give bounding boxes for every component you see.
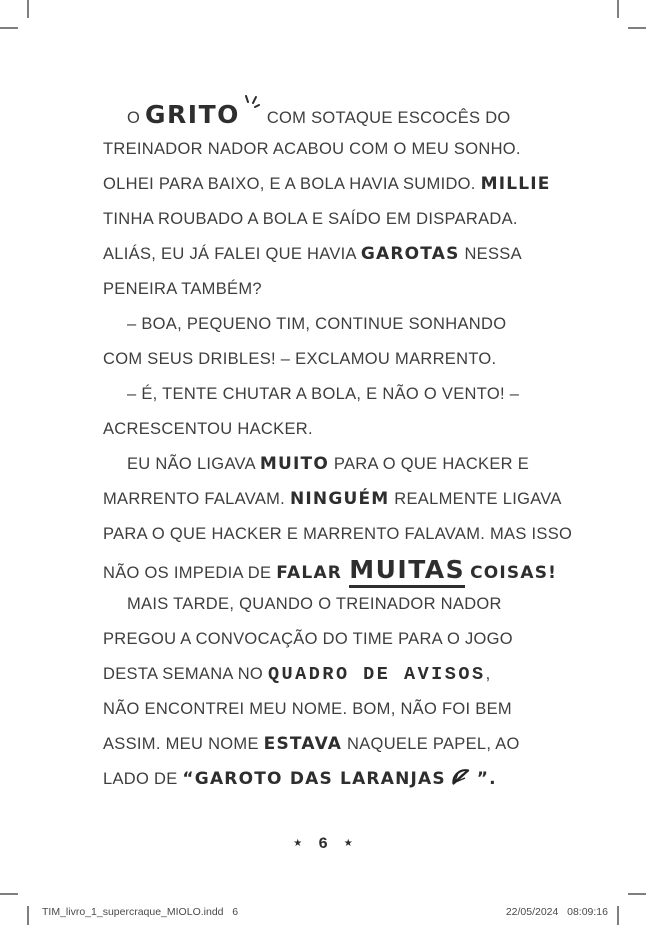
star-icon: ★ bbox=[293, 838, 303, 849]
text-segment: OLHEI PARA BAIXO, E A BOLA HAVIA SUMIDO. bbox=[103, 175, 481, 193]
text-segment: NESSA bbox=[459, 245, 522, 263]
text-line bbox=[103, 482, 563, 517]
page-number: 6 bbox=[318, 835, 328, 853]
text-segment: PARA O QUE HACKER E MARRENTO FALAVAM. MAS ISSO bbox=[103, 525, 573, 543]
text-segment: ALIÁS, EU JÁ FALEI QUE HAVIA bbox=[103, 245, 361, 263]
emphasis-typewriter-quadro-de-avisos: QUADRO DE AVISOS bbox=[267, 664, 486, 685]
text-line bbox=[103, 132, 563, 167]
text-line bbox=[103, 97, 563, 132]
text-segment: ”. bbox=[476, 769, 497, 789]
emphasis-word-millie: MILLIE bbox=[480, 174, 551, 194]
emphasis-word-grito: GRITO bbox=[145, 100, 240, 129]
text-line bbox=[103, 692, 563, 727]
emphasis-word-garotas: GAROTAS bbox=[360, 244, 460, 264]
text-segment: – BOA, PEQUENO TIM, CONTINUE SONHANDO bbox=[127, 315, 507, 333]
emphasis-word-falar: FALAR bbox=[276, 563, 350, 583]
page-body bbox=[103, 97, 573, 797]
text-line bbox=[103, 587, 563, 622]
text-line bbox=[103, 342, 563, 377]
text-segment: O bbox=[127, 109, 146, 127]
text-segment: EU NÃO LIGAVA bbox=[127, 455, 260, 473]
text-segment: LADO DE bbox=[103, 770, 183, 788]
text-segment: REALMENTE LIGAVA bbox=[389, 490, 562, 508]
text-line bbox=[103, 517, 573, 552]
text-segment: PREGOU A CONVOCAÇÃO DO TIME PARA O JOGO bbox=[103, 630, 513, 648]
text-segment: COM SEUS DRIBLES! – EXCLAMOU MARRENTO. bbox=[103, 350, 497, 368]
text-line bbox=[103, 202, 563, 237]
crop-mark-bottom-right-vertical bbox=[617, 906, 619, 925]
emphasis-word-muito: MUITO bbox=[259, 454, 329, 474]
emphasis-word-ninguem: NINGUÉM bbox=[289, 489, 390, 509]
text-segment: – É, TENTE CHUTAR A BOLA, E NÃO O VENTO! – bbox=[127, 385, 520, 403]
crop-mark-top-right-horizontal bbox=[628, 27, 646, 29]
text-segment: NÃO ENCONTREI MEU NOME. BOM, NÃO FOI BEM bbox=[103, 700, 512, 718]
emphasis-phrase-garoto-das-laranjas: “GAROTO DAS LARANJAS bbox=[182, 769, 446, 789]
emphasis-word-coisas: COISAS! bbox=[470, 563, 558, 583]
crop-mark-bottom-right-horizontal bbox=[628, 893, 646, 895]
star-icon: ★ bbox=[343, 838, 353, 849]
text-line bbox=[103, 237, 563, 272]
shout-lines-icon bbox=[245, 91, 260, 126]
text-line bbox=[103, 307, 563, 342]
text-segment: NÃO OS IMPEDIA DE bbox=[103, 564, 277, 582]
text-line bbox=[103, 377, 563, 412]
emphasis-word-muitas-underlined: MUITAS bbox=[349, 555, 465, 588]
text-segment: MARRENTO FALAVAM. bbox=[103, 490, 290, 508]
text-segment: PARA O QUE HACKER E bbox=[329, 455, 530, 473]
text-segment: , bbox=[485, 665, 491, 683]
slug-filename: TIM_livro_1_supercraque_MIOLO.indd 6 bbox=[42, 906, 239, 918]
text-segment: PENEIRA TAMBÉM? bbox=[103, 280, 262, 298]
text-segment: COM SOTAQUE ESCOCÊS DO bbox=[266, 109, 511, 127]
text-line bbox=[103, 412, 563, 447]
crop-mark-top-left-horizontal bbox=[0, 27, 18, 29]
crop-mark-bottom-left-horizontal bbox=[0, 893, 18, 895]
text-segment: ASSIM. MEU NOME bbox=[103, 735, 264, 753]
text-segment: NAQUELE PAPEL, AO bbox=[342, 735, 520, 753]
text-line bbox=[103, 622, 563, 657]
text-line bbox=[103, 447, 563, 482]
text-line bbox=[103, 272, 563, 307]
text-line bbox=[103, 167, 563, 202]
page-number-row bbox=[0, 836, 646, 852]
text-segment: MAIS TARDE, QUANDO O TREINADOR NADOR bbox=[127, 595, 502, 613]
text-line bbox=[103, 552, 563, 587]
slug-timestamp: 22/05/2024 08:09:16 bbox=[505, 906, 608, 918]
text-line bbox=[103, 657, 563, 692]
text-segment: TINHA ROUBADO A BOLA E SAÍDO EM DISPARADA. bbox=[103, 210, 518, 228]
emphasis-word-estava: ESTAVA bbox=[263, 734, 343, 754]
crop-mark-bottom-left-vertical bbox=[27, 906, 29, 925]
crop-mark-top-right-vertical bbox=[617, 0, 619, 18]
orange-slice-icon bbox=[451, 764, 471, 799]
text-segment: TREINADOR NADOR ACABOU COM O MEU SONHO. bbox=[103, 140, 521, 158]
text-line bbox=[103, 727, 563, 762]
text-segment: ACRESCENTOU HACKER. bbox=[103, 420, 313, 438]
text-segment: DESTA SEMANA NO bbox=[103, 665, 268, 683]
text-line bbox=[103, 762, 563, 797]
crop-mark-top-left-vertical bbox=[27, 0, 29, 18]
